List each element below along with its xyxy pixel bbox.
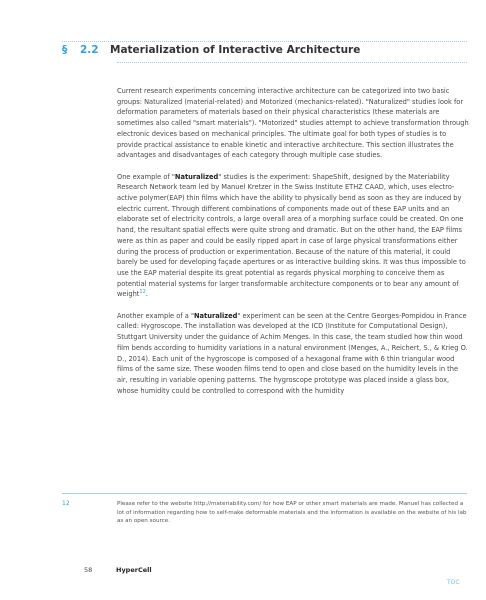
heading-bottom-rule	[117, 62, 467, 63]
section-title: Materialization of Interactive Architecture	[110, 44, 361, 56]
running-title: HyperCell	[116, 566, 152, 574]
paragraph: One example of "Naturalized" studies is the experiment: ShapeShift, designed by the Materiability Research Network team led by Manuel Kretzer in the Swiss Institute ETHZ CAAD, which, uses electro-active polymer(EAP) thin films which have the ability to physically bend as soon as they are induced by electric current. Through different combinations of components made out of these EAP units and an elaborate set of electricity controls, a large overall area of a morphing surface could be created. On one hand, the resultant spatial effects were quite strong and dramatic. But on the other hand, the EAP films were as thin as paper and could be easily ripped apart in case of large physical transformations either during the process of production or experimentation. Because of the nature of this material, it could barely be used for developing façade apertures or as interactive building skins. It was thus impossible to use the EAP material despite its great potential as regards physical morphing to conceive them as potential material systems for larger transformable architecture components or to bear any amount of weight$^{12}$.	[117, 172, 466, 299]
section-symbol: §	[62, 44, 68, 56]
section-heading	[62, 44, 467, 56]
paragraph: Current research experiments concerning interactive architecture can be categorized into two basic groups: Naturalized (material-related) and Motorized (mechanics-related). "Naturalized" studies look for deformation parameters of materials based on their physical characteristics (these materials are sometimes also called "smart materials"). "Motorized" studies attempt to achieve transformation through electronic devices based on mechanical principles. The ultimate goal for both types of studies is to provide practical assistance to enable kinetic and interactive architecture. This section illustrates the advantages and disadvantages of each category through multiple case studies.	[117, 87, 469, 160]
body-text	[117, 86, 469, 407]
emphasis-term: Naturalized	[194, 311, 238, 320]
footnote-text: Please refer to the website http://materiability.com/ for how EAP or other smart materials are made. Manuel has collected a lot of information regarding how to self-make deformable materials and the information is available on the website of his lab as an open source.	[117, 501, 467, 525]
heading-top-rule	[62, 41, 467, 42]
footnote-reference[interactable]: 12	[139, 289, 146, 296]
section-number: 2.2	[80, 44, 99, 56]
footnote-rule	[62, 493, 467, 494]
toc-link[interactable]: TOC	[447, 579, 460, 586]
paragraph: Another example of a "Naturalized" experiment can be seen at the Centre Georges-Pompidou in France called: Hygroscope. The installation was developed at the ICD (Institute for Computational Design), Stuttgart University under the guidance of Achim Menges. In this case, the team studied how thin wood film bends according to humidity variations in a natural environment (Menges, A., Reichert, S., & Krieg O. D., 2014). Each unit of the hygroscope is composed of a hexagonal frame with 6 thin triangular wood films of the same size. These wooden films tend to open and close based on the humidity levels in the air, resulting in variable opening patterns. The hygroscope prototype was placed inside a glass box, whose humidity could be controlled to correspond with the humidity	[117, 311, 468, 395]
emphasis-term: Naturalized	[174, 172, 219, 181]
page-number: 58	[84, 566, 93, 574]
footnote-number: 12	[62, 500, 70, 507]
